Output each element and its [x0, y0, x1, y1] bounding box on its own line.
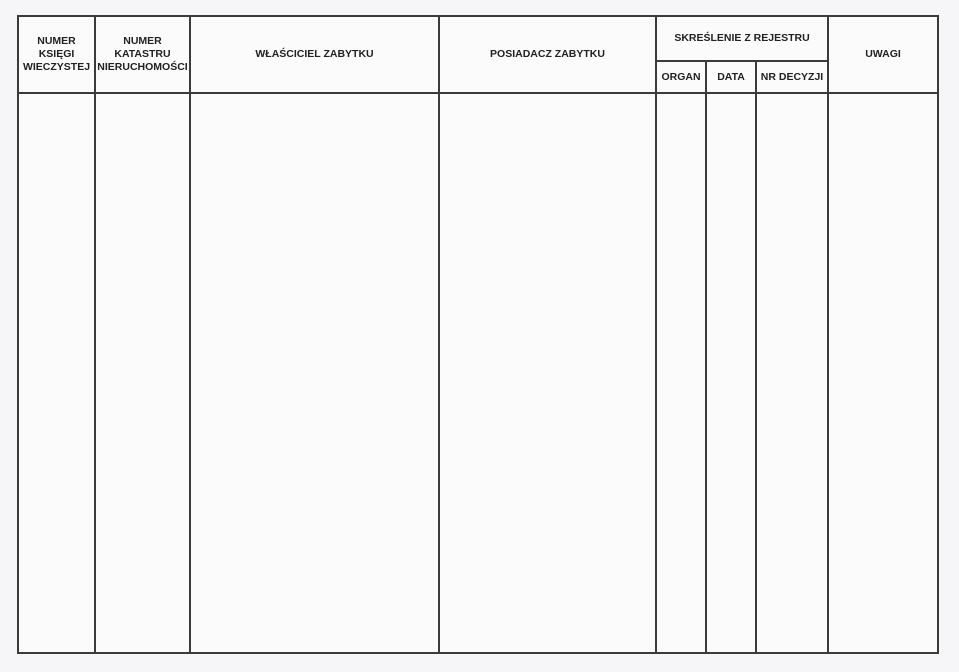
subcolumn-header-data: DATA	[706, 61, 756, 93]
subcolumn-header-organ: ORGAN	[656, 61, 706, 93]
cell-numer-ksiegi-wieczystej	[18, 93, 95, 653]
cell-data	[706, 93, 756, 653]
subcolumn-header-nr-decyzji: NR DECYZJI	[756, 61, 828, 93]
cell-posiadacz-zabytku	[439, 93, 656, 653]
cell-nr-decyzji	[756, 93, 828, 653]
column-header-posiadacz-zabytku: POSIADACZ ZABYTKU	[439, 16, 656, 93]
cell-wlasciciel-zabytku	[190, 93, 439, 653]
monument-register-table	[17, 15, 939, 654]
cell-numer-katastru-nieruchomosci	[95, 93, 190, 653]
column-header-uwagi: UWAGI	[828, 16, 938, 93]
table-row	[18, 93, 938, 653]
cell-uwagi	[828, 93, 938, 653]
group-header-skreslenie-z-rejestru: SKREŚLENIE Z REJESTRU	[656, 16, 828, 61]
column-header-wlasciciel-zabytku: WŁAŚCICIEL ZABYTKU	[190, 16, 439, 93]
column-header-numer-ksiegi-wieczystej: NUMER KSIĘGI WIECZYSTEJ	[18, 16, 95, 93]
cell-organ	[656, 93, 706, 653]
column-header-numer-katastru-nieruchomosci: NUMER KATASTRU NIERUCHOMOŚCI	[95, 16, 190, 93]
